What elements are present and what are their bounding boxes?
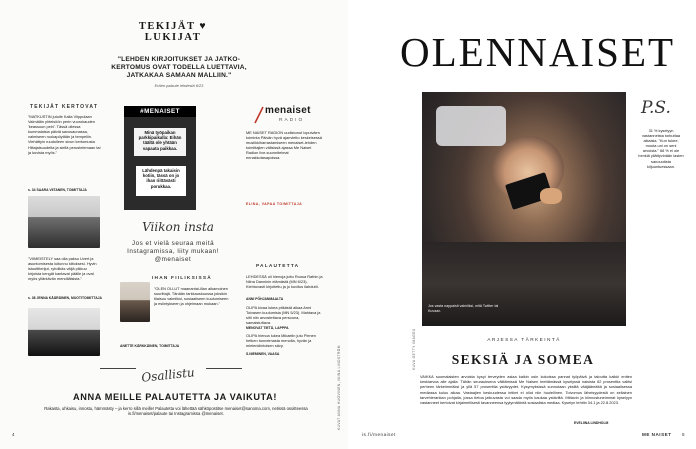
ihan-photo bbox=[120, 282, 150, 322]
menaiset-instagram-post bbox=[124, 106, 196, 210]
photo-blanket bbox=[422, 242, 626, 326]
osallistu-script: Osallistu bbox=[140, 365, 196, 385]
insta-script-title: Viikon insta bbox=[142, 220, 214, 234]
page-number-left: 4 bbox=[12, 432, 16, 437]
article-headline: SEKSIÄ JA SOMEA bbox=[451, 352, 595, 367]
page-title: OLENNAISET bbox=[400, 29, 676, 75]
meme-card-2: Lähdenpä takaisin kotiin, tässä on jo ihan riittävästi porukkaa. bbox=[136, 166, 186, 196]
meme-card-1: Minä työpaikan parkkipaikalla: Eihän täältä ole yhtään vapaata paikkaa. bbox=[134, 128, 186, 156]
photo-credit-right: KUVA GETTY IMAGES bbox=[412, 328, 416, 370]
article-credit: EVELIINA LINDHOLM bbox=[574, 421, 609, 425]
footer-brand: is.fi/menaiset bbox=[362, 432, 396, 437]
menaiset-radio-logo bbox=[253, 104, 323, 130]
photo-hand bbox=[540, 188, 562, 204]
menaiset-hashtag: #MENAISET bbox=[124, 106, 196, 117]
radio-credit: ELINA, VAPAA TOIMITTAJA bbox=[246, 202, 303, 206]
photo-pillow bbox=[436, 106, 506, 146]
ps-label: P.S. bbox=[641, 98, 671, 118]
page-number-right: 5 bbox=[682, 432, 686, 437]
divider-left bbox=[100, 368, 136, 369]
right-page bbox=[348, 0, 696, 449]
palautetta-credit3: S.NIEMINEN, VAASA bbox=[246, 352, 280, 356]
tekijat-credit: s. 34 SAARA VIITANEN, TOIMITTAJA bbox=[28, 188, 87, 192]
tekijat-text2: "VIIMEISTELY saa olla paksu Uvert ja asuntomisesta luitunnu kiitoksesi. Hyvin istuuttiterijut, ryhdikäs väijä pikkuu kirjoista kengät kantavat päälle ja ovat myös ylläntävän mendiläisista." bbox=[28, 256, 97, 282]
header-part1: TEKIJÄT bbox=[138, 21, 196, 32]
cta-text: Rakasta, uhkaisu, innostu, hämmästy – ja kerro sillä meille! Palautetta voi lähettää sähköpostitse menaiset@sanoma.com, netissä osoitteessa is.fi/menaiset/palaute tai Instagramissa @menaiset. bbox=[44, 406, 308, 417]
article-kicker: ARJESSA TÄRKEINTÄ bbox=[487, 338, 561, 343]
palautetta-text3: OLIPA hienoa lukea Mikaelin jutu Pienen hetken tunnelmasta menolla, hyvän ja mielenkiintoisen sävy. bbox=[246, 333, 317, 349]
insta-text: Jos et vielä seuraa meitä Instagramissa, liity mukaan! @menaiset bbox=[127, 240, 219, 263]
hero-photo bbox=[422, 92, 626, 326]
hero-quote: "LEHDEN KIRJOITUKSET JA JATKO-KERTOMUS OVAT TODELLA LUETTAVIA, JATKAKAA SAMAAN MALLIIN." bbox=[111, 56, 247, 80]
header-part2: LUKIJAT bbox=[144, 32, 202, 43]
hero-quote-source: Eräen palaute lehdestä 6/23 bbox=[154, 83, 204, 88]
radio-brand-sub: RADIO bbox=[279, 118, 305, 123]
radio-text: ME NAISET RADION uudistunut lopuiväen toiminta Päivän hyvä ajanvietto keskeisessä musiikkiharrastamiseen menaiset-lehden toimittajien välisissä ajassa Me Naiset Radion live-suunnitelmat ennakkotasapoissa. bbox=[246, 130, 322, 161]
photo-caption: Jos vasta nappaisit valmiiksi, mitä Twitter tai Kuvaan. bbox=[428, 304, 499, 313]
palautetta-text1: LEHDESSÄ oli hienoja juttu Roosa Rafnin ja Niina Danninin elämästä (MN 6/23). Kiehtovasti kirjoitettu ja jo kuvitus ilahdutti. bbox=[246, 274, 323, 290]
section-header bbox=[118, 21, 228, 43]
article-body: VAIKKA suomalaisten arvoista kysyi terveyden asiaa kaikin osin kokoissa pannat työpäivä ja taloutta kaikki eniten keskiarvoa alle ajalla. Tähän seurauksena väittämissä Me Naisen teettämässä kyselyssä naisista 62 prosenttia valitsi perheen tärkeimmäksi ja yllä 57 prosenttia ystävyydet. Kysymyksissä sunnutaan yksiltä vääjäämättä ja sosiaalisessa mediassa kuluu aikaa. Vastaajien keskuudessa intiimi ei ollut niin huolellinen. Toivomus läheisyydestä on sellainen tarvehierarkian pohjalla, jossa tietoa jatkuvasta voi saada myös kaukaa ystäviltä. Mittavin ja kiinnostuneimmat kyselyyn vastanneet kertoivat kirjaimellisesti tavanneensa tyytymätöntä sosiaalista mediaa. Kyselyn tehtiin 34.1 ja 22.8.2023. bbox=[420, 374, 632, 406]
author-photo-2 bbox=[28, 308, 100, 356]
tekijat-credit2: s. 38 JENNA KÄÄRÄINEN, MUOTITOIMITTAJA bbox=[28, 296, 102, 300]
ps-text: 31 % kyselyyn vastanneista torkuttaa aikaisia. "Kun tukee, muuta uni on seni arvoista." 68 % ei ole henkiä yllättyvinään lasten sanouutista kiljuuntuessaan. bbox=[638, 128, 684, 169]
palautetta-title: PALAUTETTA bbox=[256, 264, 300, 269]
palautetta-credit1: ANNI PÖHJANMAALTA bbox=[246, 297, 284, 301]
divider-right bbox=[206, 368, 242, 369]
ihan-text: "OLEN OLLUT maanantai-illan aikamoinen suurittajä. Tänään tarkkauskuussa joksikin tilaisuu valmiiksi, sosiaaliseen kuulumiseen ja esiintykseen ja ohjelmaan mukaan." bbox=[154, 286, 229, 307]
footer-label: ME NAISET bbox=[642, 432, 672, 437]
palautetta-text2: OLIPA kivaa lukea pitkästä aikaa Armi Toivasen kuulumisia (MN 5/23). Mahtava ja silti niin arvostettava persoona, samaistuttava. bbox=[246, 305, 321, 325]
photo-credit-left: KUVAT ANNA HUOVINEN, NIINA LINDSTRÖM bbox=[337, 345, 341, 430]
cta-title: ANNA MEILLE PALAUTETTA JA VAIKUTA! bbox=[73, 392, 277, 402]
heart-icon: ♥ bbox=[199, 21, 208, 32]
tekijat-title: TEKIJÄT KERTOVAT bbox=[30, 104, 99, 110]
author-photo-1 bbox=[28, 196, 100, 248]
ihan-credit: ANETTE KÄRKKÄINEN, TOIMITTAJA bbox=[120, 344, 180, 348]
tekijat-text: "MATKUSTIN jutulle Kalla Viippulaan Valmälän yhteisöön perin vuorokauden 'keassuun peiri'. Tässä ollessa kummalaisia päiviä savusaunassa, valmiseen ruokapöytään ja tempeliin. Viehättyin ruudulleen sivun kertomusta Hiitajaisuudelta ja siellä perustelemaan tai ja kuvista myös." bbox=[28, 114, 101, 155]
radio-logo-icon bbox=[253, 106, 265, 124]
palautetta-credit2: MENOVAT TIETÄ, LAPPPA bbox=[246, 326, 289, 330]
ihan-title: IHAN FIILIKSISSÄ bbox=[152, 276, 212, 281]
radio-brand-name: menaiset bbox=[265, 105, 311, 116]
